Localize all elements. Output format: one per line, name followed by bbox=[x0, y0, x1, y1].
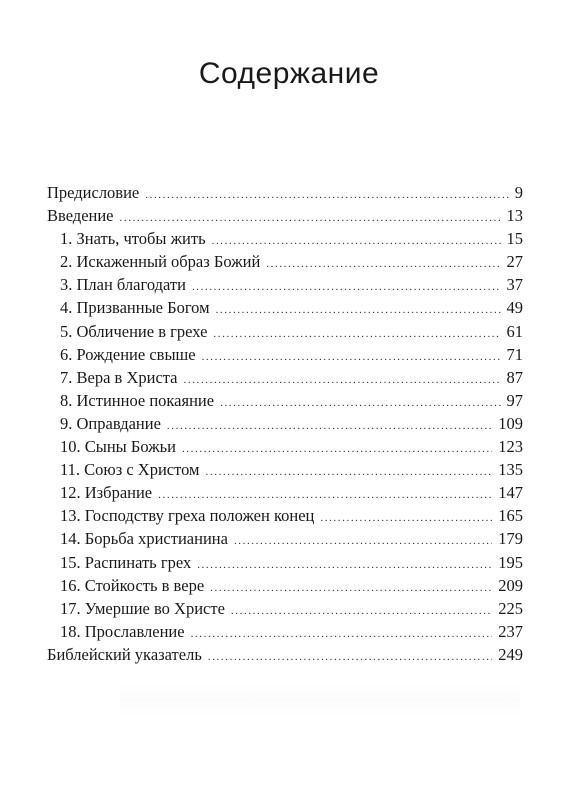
toc-entry-label: 8. Истинное покаяние bbox=[60, 390, 215, 410]
toc-entry bbox=[47, 599, 523, 622]
toc-entry-page-number: 97 bbox=[506, 390, 523, 410]
toc-entry bbox=[47, 437, 523, 460]
toc-entry bbox=[47, 252, 523, 275]
toc-entry-page-number: 49 bbox=[506, 298, 523, 318]
toc-leader-dots bbox=[192, 281, 501, 293]
toc-entry-page-number: 123 bbox=[498, 437, 523, 457]
toc-entry bbox=[47, 275, 523, 298]
toc-entry-label: 5. Обличение в грехе bbox=[60, 321, 208, 341]
toc-entry-page-number: 9 bbox=[514, 183, 523, 202]
toc-entry bbox=[47, 345, 523, 368]
toc-leader-dots bbox=[167, 420, 492, 432]
toc-entry-page-number: 71 bbox=[506, 344, 523, 364]
toc-entry bbox=[47, 529, 523, 552]
toc-leader-dots bbox=[220, 397, 500, 409]
toc-entry-label: 6. Рождение свыше bbox=[60, 344, 196, 364]
toc-leader-dots bbox=[191, 628, 493, 640]
toc-entry-label: 1. Знать, чтобы жить bbox=[60, 229, 206, 249]
toc-entry-page-number: 195 bbox=[498, 552, 523, 572]
toc-entry bbox=[47, 183, 523, 206]
toc-leader-dots bbox=[320, 512, 492, 524]
scan-shadow bbox=[120, 680, 520, 720]
toc-leader-dots bbox=[158, 489, 492, 501]
toc-leader-dots bbox=[197, 559, 492, 571]
toc-entry bbox=[47, 391, 523, 414]
page-title: Содержание bbox=[198, 57, 380, 90]
toc-leader-dots bbox=[208, 651, 492, 663]
toc-entry bbox=[47, 622, 523, 645]
toc-entry-label: 9. Оправдание bbox=[60, 413, 161, 433]
toc-entry-label: Введение bbox=[47, 206, 114, 226]
toc-leader-dots bbox=[212, 235, 501, 247]
toc-leader-dots bbox=[210, 582, 492, 594]
toc-entry-label: 10. Сыны Божьи bbox=[60, 437, 176, 457]
toc-entry bbox=[47, 460, 523, 483]
toc-entry-label: Библейский указатель bbox=[47, 644, 202, 664]
toc-entry-page-number: 179 bbox=[498, 529, 523, 549]
toc-entry-label: 4. Призванные Богом bbox=[60, 298, 210, 318]
toc-leader-dots bbox=[206, 466, 493, 478]
toc-entry-label: 11. Союз с Христом bbox=[60, 460, 200, 480]
toc-entry-page-number: 61 bbox=[506, 321, 523, 341]
toc-entry bbox=[47, 576, 523, 599]
toc-leader-dots bbox=[213, 328, 500, 340]
toc-leader-dots bbox=[182, 443, 492, 455]
toc-leader-dots bbox=[216, 304, 501, 316]
toc-entry-label: 18. Прославление bbox=[60, 621, 185, 641]
toc-entry-page-number: 147 bbox=[498, 483, 523, 503]
toc-entry-label: 14. Борьба христианина bbox=[60, 529, 228, 549]
table-of-contents bbox=[47, 183, 523, 668]
toc-leader-dots bbox=[234, 535, 492, 547]
toc-entry-page-number: 15 bbox=[506, 229, 523, 249]
toc-entry bbox=[47, 506, 523, 529]
toc-entry bbox=[47, 206, 523, 229]
toc-leader-dots bbox=[120, 212, 501, 224]
toc-entry bbox=[47, 645, 523, 668]
toc-leader-dots bbox=[202, 351, 501, 363]
toc-entry-label: 17. Умершие во Христе bbox=[60, 598, 225, 618]
toc-entry bbox=[47, 553, 523, 576]
toc-entry-page-number: 249 bbox=[498, 644, 523, 664]
toc-entry-page-number: 237 bbox=[498, 621, 523, 641]
toc-entry bbox=[47, 229, 523, 252]
toc-leader-dots bbox=[266, 258, 500, 270]
toc-entry-page-number: 87 bbox=[506, 367, 523, 387]
toc-entry-label: 7. Вера в Христа bbox=[60, 367, 178, 387]
toc-leader-dots bbox=[145, 189, 509, 201]
toc-entry bbox=[47, 368, 523, 391]
toc-leader-dots bbox=[184, 374, 501, 386]
toc-entry-page-number: 109 bbox=[498, 413, 523, 433]
toc-entry-page-number: 37 bbox=[506, 275, 523, 295]
toc-entry bbox=[47, 322, 523, 345]
toc-entry-label: 12. Избрание bbox=[60, 483, 153, 503]
toc-entry-label: 2. Искаженный образ Божий bbox=[60, 252, 261, 272]
toc-entry-label: 15. Распинать грех bbox=[60, 552, 192, 572]
toc-entry-page-number: 165 bbox=[498, 506, 523, 526]
toc-entry-label: Предисловие bbox=[47, 183, 140, 202]
toc-entry-page-number: 225 bbox=[498, 598, 523, 618]
toc-entry bbox=[47, 483, 523, 506]
toc-entry-label: 16. Стойкость в вере bbox=[60, 575, 205, 595]
toc-entry bbox=[47, 414, 523, 437]
toc-leader-dots bbox=[231, 605, 492, 617]
toc-entry-label: 3. План благодати bbox=[60, 275, 186, 295]
toc-entry-page-number: 13 bbox=[506, 206, 523, 226]
toc-entry-page-number: 209 bbox=[498, 575, 523, 595]
toc-entry bbox=[47, 298, 523, 321]
toc-entry-page-number: 135 bbox=[498, 460, 523, 480]
toc-entry-page-number: 27 bbox=[506, 252, 523, 272]
toc-entry-label: 13. Господству греха положен конец bbox=[60, 506, 315, 526]
